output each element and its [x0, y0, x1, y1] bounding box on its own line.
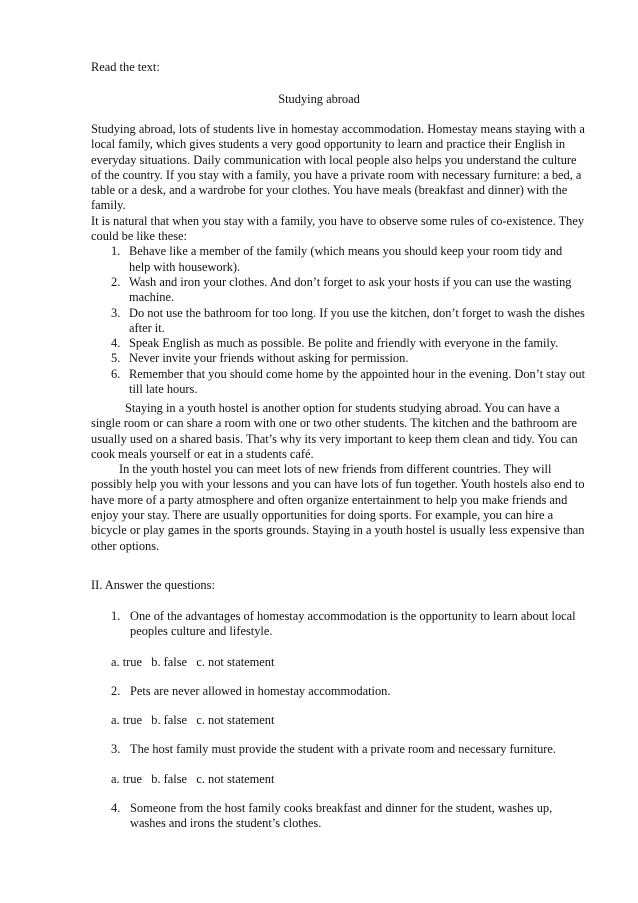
- rules-list: [91, 244, 586, 397]
- rule-number: 3.: [111, 305, 121, 320]
- rule-item: [91, 275, 586, 306]
- homestay-paragraph-1: Studying abroad, lots of students live in homestay accommodation. Homestay means staying with a local family, which gives students a very good opportunity to learn and practice their English in everyday situations. Daily communication with local people also helps you understand the culture of the country. If you stay with a family, you have a private room with necessary furniture: a bed, a table or a desk, and a wardrobe for your clothes. You have meals (breakfast and dinner) with the family.: [91, 122, 585, 213]
- question-text: Someone from the host family cooks breakfast and dinner for the student, washes up, washes and irons the student’s clothes.: [130, 801, 553, 831]
- rule-number: 6.: [111, 366, 121, 381]
- question-text: Pets are never allowed in homestay accommodation.: [130, 684, 391, 698]
- answer-options: a. true b. false c. not statement: [111, 655, 275, 669]
- question-item: [111, 684, 586, 699]
- rule-number: 2.: [111, 274, 121, 289]
- hostel-paragraph-1: Staying in a youth hostel is another option for students studying abroad. You can have a single room or can share a room with one or two other students. The kitchen and the bathroom are usually used on a shared basis. That’s why its very important to keep them clean and tidy. You can cook meals yourself or eat in a students café.: [91, 401, 578, 461]
- question-item: [111, 742, 586, 757]
- rule-item: [91, 306, 586, 337]
- answer-options: a. true b. false c. not statement: [111, 713, 275, 727]
- rule-item: [91, 367, 586, 398]
- rule-number: 5.: [111, 351, 121, 366]
- question-number: 2.: [111, 684, 121, 698]
- homestay-paragraph-2: It is natural that when you stay with a family, you have to observe some rules of co-existence. They could be like these:: [91, 213, 585, 244]
- rule-item: [91, 351, 586, 366]
- question-number: 1.: [111, 609, 121, 623]
- text-title: Studying abroad: [278, 92, 360, 106]
- rule-item: [91, 244, 586, 275]
- questions-heading: II. Answer the questions:: [91, 578, 215, 592]
- rule-text: Remember that you should come home by the appointed hour in the evening. Don’t stay out till late hours.: [129, 366, 586, 397]
- question-number: 3.: [111, 742, 121, 756]
- hostel-paragraph-2: In the youth hostel you can meet lots of new friends from different countries. They will possibly help you with your lessons and you can have lots of fun together. Youth hostels also end to have more of a party atmosphere and often organize entertainment to help you make friends and enjoy your stay. There are usually opportunities for doing sports. For example, you can hire a bicycle or play games in the sports grounds. Staying in a youth hostel is usually less expensive than other options.: [91, 462, 585, 553]
- question-item: [111, 609, 586, 640]
- homestay-section: [91, 122, 586, 397]
- question-text: The host family must provide the student with a private room and necessary furniture.: [130, 742, 556, 756]
- question-text: One of the advantages of homestay accommodation is the opportunity to learn about local peoples culture and lifestyle.: [130, 609, 576, 639]
- hostel-section: [91, 401, 586, 554]
- rule-item: [91, 336, 586, 351]
- rule-text: Never invite your friends without asking for permission.: [129, 351, 409, 366]
- answer-options: a. true b. false c. not statement: [111, 772, 275, 786]
- rule-text: Behave like a member of the family (which means you should keep your room tidy and help with housework).: [129, 244, 563, 274]
- instruction-text: Read the text:: [91, 60, 160, 74]
- rule-number: 1.: [111, 244, 121, 259]
- question-number: 4.: [111, 801, 121, 815]
- rule-text: Do not use the bathroom for too long. If you use the kitchen, don’t forget to wash the dishes after it.: [129, 305, 585, 335]
- rule-text: Speak English as much as possible. Be polite and friendly with everyone in the family.: [129, 336, 559, 351]
- question-item: [111, 801, 586, 832]
- rule-number: 4.: [111, 336, 121, 351]
- rule-text: Wash and iron your clothes. And don’t forget to ask your hosts if you can use the wasting machine.: [129, 274, 572, 305]
